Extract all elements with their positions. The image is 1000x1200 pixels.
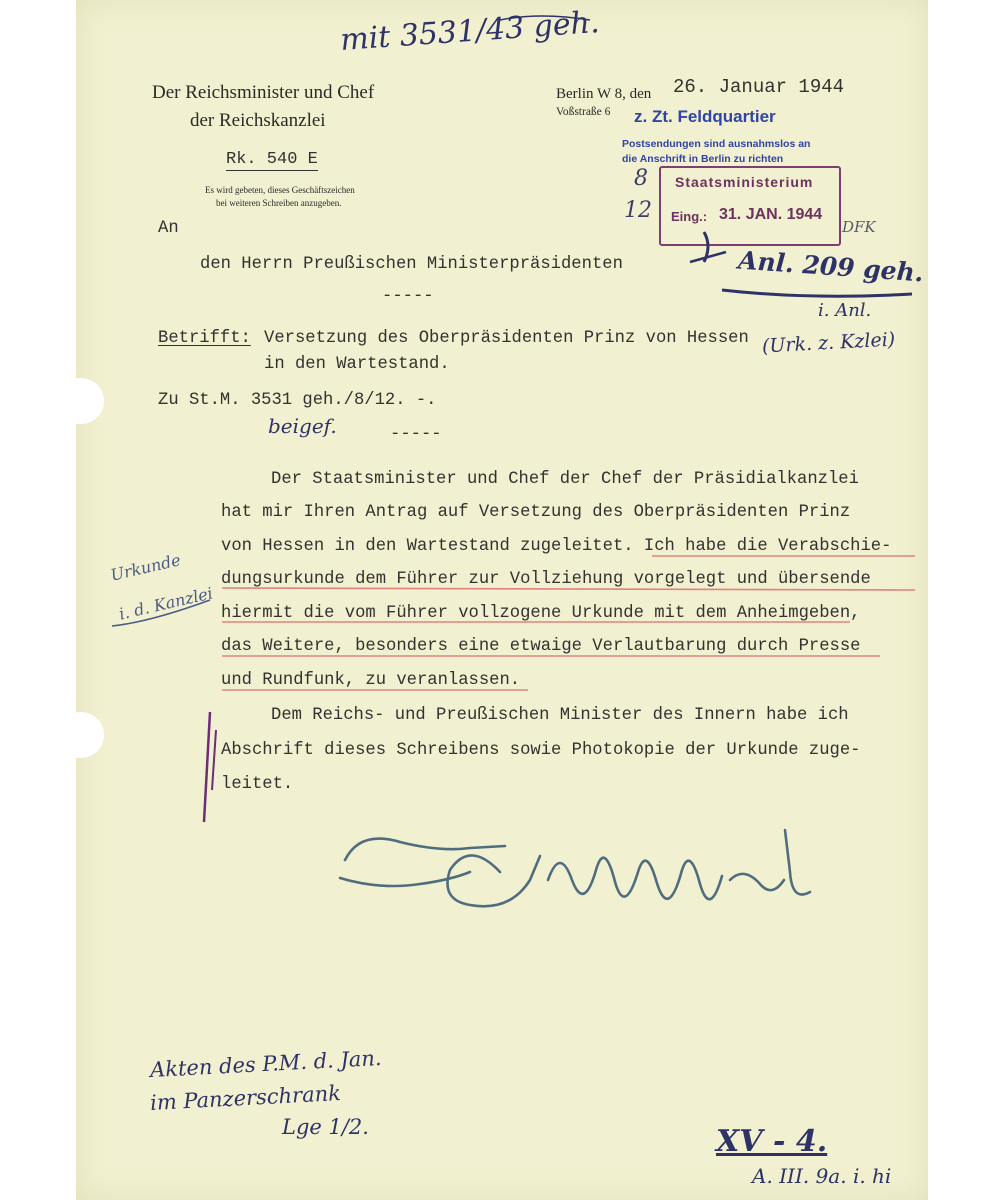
annotation-begef: beigef.	[268, 414, 337, 438]
body-p1-line4: dungsurkunde dem Führer zur Vollziehung vorgelegt und übersende	[221, 570, 871, 589]
recipient-separator: -----	[382, 287, 434, 306]
body-p2-line1: Dem Reichs- und Preußischen Minister des Innern habe ich	[271, 706, 849, 725]
body-p1-line6: das Weitere, besonders eine etwaige Verlautbarung durch Presse	[221, 637, 861, 656]
letterhead-title-line2: der Reichskanzlei	[190, 110, 326, 131]
annotation-entry2: i. Anl.	[818, 300, 872, 321]
feldquartier-stamp: z. Zt. Feldquartier	[634, 107, 776, 126]
body-p1-line2: hat mir Ihren Antrag auf Versetzung des Oberpräsidenten Prinz	[221, 503, 851, 522]
letterhead-note-line1: Es wird gebeten, dieses Geschäftszeichen	[205, 185, 355, 195]
street-label: Voßstraße 6	[556, 106, 611, 118]
annotation-fraction-top: 8	[634, 166, 648, 191]
subject-line2: in den Wartestand.	[264, 355, 450, 374]
annotation-entry: Anl. 209 geh.	[737, 245, 925, 288]
annotation-bottom-left-3: Lge 1/2.	[282, 1115, 369, 1139]
received-stamp	[659, 166, 841, 246]
postal-stamp-line1: Postsendungen sind ausnahmslos an	[622, 138, 811, 150]
punch-hole-bottom	[58, 712, 104, 758]
annotation-fraction-bottom: 12	[624, 198, 652, 223]
recipient-an: An	[158, 219, 179, 238]
annotation-bottom-right-1: XV - 4.	[716, 1124, 828, 1159]
punch-hole-top	[58, 378, 104, 424]
letter-date: 26. Januar 1944	[673, 76, 845, 98]
postal-stamp-line2: die Anschrift in Berlin zu richten	[622, 153, 784, 165]
annotation-bottom-right-2: A. III. 9a. i. hi	[752, 1164, 892, 1188]
annotation-bottom-left-1: Akten des P.M. d. Jan.	[149, 1045, 383, 1083]
annotation-bottom-left-2: im Panzerschrank	[149, 1081, 342, 1115]
subject-line1: Versetzung des Oberpräsidenten Prinz von Hessen	[264, 329, 749, 348]
body-p2-line3: leitet.	[221, 775, 294, 794]
reference-number: Rk. 540 E	[226, 150, 318, 169]
body-p1-line3: von Hessen in den Wartestand zugeleitet. Ich habe die Verabschie-	[221, 537, 892, 556]
received-stamp-org: Staatsministerium	[675, 174, 814, 190]
subject-reference: Zu St.M. 3531 geh./8/12. -.	[158, 391, 437, 410]
body-p1-line7: und Rundfunk, zu veranlassen.	[221, 671, 521, 690]
body-p1-line5: hiermit die vom Führer vollzogene Urkunde mit dem Anheimgeben,	[221, 604, 861, 623]
recipient-name: den Herrn Preußischen Ministerpräsidenten	[200, 255, 623, 274]
body-p1-line1: Der Staatsminister und Chef der Chef der Präsidialkanzlei	[271, 470, 859, 489]
annotation-entry3: (Urk. z. Kzlei)	[761, 328, 896, 358]
annotation-initials-right: DFK	[842, 218, 876, 236]
annotation-top: mit 3531/43 geh.	[339, 4, 601, 59]
letterhead-note-line2: bei weiteren Schreiben anzugeben.	[216, 198, 342, 208]
received-stamp-date: 31. JAN. 1944	[719, 206, 823, 223]
body-p2-line2: Abschrift dieses Schreibens sowie Photokopie der Urkunde zuge-	[221, 741, 861, 760]
letterhead-title-line1: Der Reichsminister und Chef	[152, 82, 375, 103]
subject-label: Betrifft:	[158, 329, 251, 348]
city-label: Berlin W 8, den	[556, 86, 652, 102]
annotation-margin-line1: Urkunde	[108, 550, 183, 585]
received-stamp-prefix: Eing.:	[671, 209, 708, 224]
subject-separator: -----	[390, 425, 442, 444]
annotation-margin-line2: i. d. Kanzlei	[117, 583, 215, 624]
